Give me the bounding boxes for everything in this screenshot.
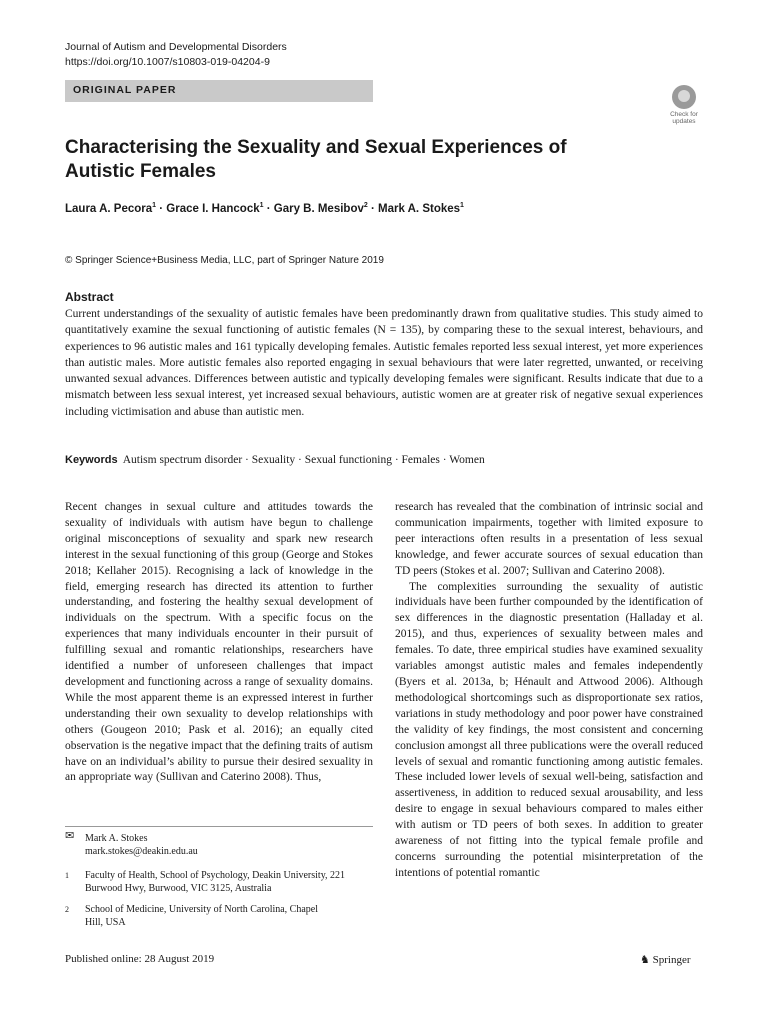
contact-name: Mark A. Stokes (85, 833, 148, 844)
journal-name: Journal of Autism and Developmental Disorders (65, 41, 287, 53)
springer-horse-icon: ♞ (640, 954, 650, 966)
footnote-divider (65, 826, 373, 827)
article-title: Characterising the Sexuality and Sexual Experiences of Autistic Females (65, 137, 567, 182)
keywords (65, 454, 485, 466)
body-paragraph: Recent changes in sexual culture and attitudes towards the sexuality of individuals with autism have begun to challenge original misconceptions of sexuality and spark new research interest in the sexual functioning of this group (George and Stokes 2018; Kellaher 2015). Recognising a lack of knowledge in the field, emerging research has directed its attention to further understanding, and fostering the healthy sexual development of individuals on the spectrum. With a specific focus on the experiences that many individuals encounter in their pursuit of fulfilling sexual and romantic relationships, researchers have identified a number of unforeseen challenges that impact development and functioning across a range of sexuality domains. While the most apparent theme is an expressed interest in further understanding their own sexuality to develop relationships with others (Gougeon 2010; Pask et al. 2016); an equally cited observation is the negative impact that the defining traits of autism have on an individual’s ability to pursue their desired sexuality in an appropriate way (Sullivan and Caterino 2008). Thus, (65, 501, 373, 784)
contact-email[interactable]: mark.stokes@deakin.edu.au (85, 846, 198, 857)
body-paragraph: The complexities surrounding the sexuality of autistic individuals have been further compounded by the identification of sex differences in the diagnostic presentation (Halladay et al. 2015), and thus, experiences of sexuality between males and females. To date, three empirical studies have examined sexuality variables amongst autistic males and females independently (Byers et al. 2013a, b; Hénault and Attwood 2006). Although methodological shortcomings such as disproportionate sex ratios, variations in study methodology and poor power have constrained the validity of key findings, the most consistent and concerning conclusion amongst all three publications were the overall reduced levels of sexual and romantic functioning among autistic females. These included lower levels of sexual well-being, satisfaction and assertiveness, in addition to reduced sexual arousability, and less desire to engage in sexual behaviours compared to males either with autism or TD peers of both sexes. In addition to greater awareness of not fitting into the typical female profile and concerns surrounding the potential misinterpretation of the intentions of potential romantic (395, 580, 703, 879)
author-affiliation-mark: 1 (259, 202, 264, 209)
journal-header (65, 40, 287, 70)
body-paragraph: research has revealed that the combination of intrinsic social and communication impairments, together with limited exposure to peer interactions often results in a presentation of less sexual knowledge, and fewer accurate sources of sexual education than TD peers (Stokes et al. 2007; Sullivan and Caterino 2008). (395, 501, 703, 577)
affiliation-text: Faculty of Health, School of Psychology, Deakin University, 221 Burwood Hwy, Burwood, VIC 3125, Australia (85, 870, 346, 894)
abstract-text: Current understandings of the sexuality of autistic females have been predominantly drawn from qualitative studies. This study aimed to quantitatively examine the sexual functioning of autistic females (N = 135), by comparing these to the sexual interest, behaviours, and experiences to 96 autistic males and 161 typically developing females. Autistic females reported less sexual interest, yet more experiences than autistic males. More autistic females also reported engaging in sexual behaviours that were later regretted, unwanted, or receiving unwanted sexual advances. Differences between autistic and typically developing females were significant. Results indicate that due to a mismatch between less sexual interest, yet increased sexual behaviours, autistic women are at greater risk of negative sexual experiences including victimisation and abuse than autistic men. (65, 308, 703, 418)
author-name[interactable]: Grace I. Hancock (166, 202, 260, 215)
check-updates-label: Check for updates (670, 111, 698, 125)
affiliation-text: School of Medicine, University of North Carolina, Chapel Hill, USA (85, 904, 319, 928)
check-updates-icon (672, 85, 696, 109)
author-affiliation-mark: 1 (152, 202, 157, 209)
affiliation-number: 1 (65, 871, 69, 880)
envelope-icon: ✉ (65, 830, 75, 842)
body-column-left (65, 500, 373, 786)
author-name[interactable]: Mark A. Stokes (378, 202, 461, 215)
affiliation-1 (65, 869, 373, 895)
keywords-label: Keywords (65, 454, 118, 466)
article-type-bar (65, 80, 373, 102)
article-type-label: ORIGINAL PAPER (73, 84, 177, 96)
author-affiliation-mark: 2 (363, 202, 368, 209)
published-date: Published online: 28 August 2019 (65, 953, 215, 965)
doi-link[interactable]: https://doi.org/10.1007/s10803-019-04204-9 (65, 56, 270, 68)
publisher-logo (640, 953, 691, 966)
author-name[interactable]: Gary B. Mesibov (273, 202, 364, 215)
body-column-right (395, 500, 703, 882)
abstract-heading: Abstract (65, 290, 114, 304)
author-name[interactable]: Laura A. Pecora (65, 202, 153, 215)
copyright-notice: © Springer Science+Business Media, LLC, part of Springer Nature 2019 (65, 255, 384, 266)
keywords-list: Autism spectrum disorder · Sexuality · Sexual functioning · Females · Women (122, 454, 485, 466)
publisher-name: Springer (652, 954, 691, 966)
corresponding-author (65, 832, 198, 858)
affiliation-number: 2 (65, 905, 69, 914)
author-list: Laura A. Pecora$^1$ · Grace I. Hancock$^1$ · Gary B. Mesibov$^2$ · Mark A. Stokes$^1$ (65, 202, 464, 215)
author-affiliation-mark: 1 (460, 202, 464, 209)
affiliation-2 (65, 903, 325, 929)
check-for-updates-badge[interactable] (666, 85, 702, 123)
